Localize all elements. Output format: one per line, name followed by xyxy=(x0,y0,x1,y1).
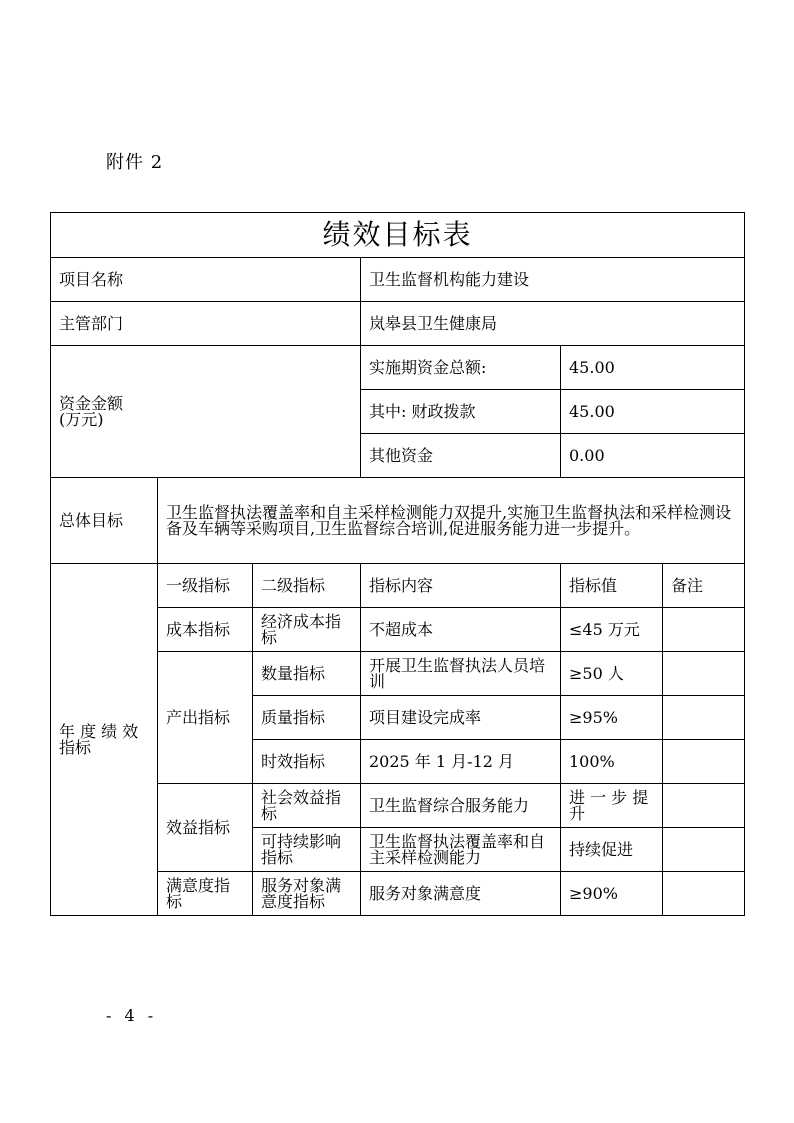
level2-cell: 数量指标 xyxy=(253,652,361,696)
fund-total-label: 实施期资金总额: xyxy=(361,346,561,390)
header-level2: 二级指标 xyxy=(253,564,361,608)
value-cell: ≥95% xyxy=(561,696,663,740)
header-content: 指标内容 xyxy=(361,564,561,608)
note-cell xyxy=(663,608,745,652)
performance-target-table xyxy=(50,212,745,916)
content-cell: 卫生监督综合服务能力 xyxy=(361,784,561,828)
value-cell: 100% xyxy=(561,740,663,784)
level2-cell: 服务对象满意度指标 xyxy=(253,872,361,916)
note-cell xyxy=(663,872,745,916)
fund-total-value: 45.00 xyxy=(561,346,745,390)
level2-cell: 可持续影响指标 xyxy=(253,828,361,872)
department-label: 主管部门 xyxy=(51,302,361,346)
content-cell: 2025 年 1 月-12 月 xyxy=(361,740,561,784)
fund-fiscal-label: 其中: 财政拨款 xyxy=(361,390,561,434)
note-cell xyxy=(663,652,745,696)
level1-benefit: 效益指标 xyxy=(158,784,253,872)
content-cell: 项目建设完成率 xyxy=(361,696,561,740)
content-cell: 卫生监督执法覆盖率和自主采样检测能力 xyxy=(361,828,561,872)
header-value: 指标值 xyxy=(561,564,663,608)
value-cell: 持续促进 xyxy=(561,828,663,872)
level1-satisfaction: 满意度指标 xyxy=(158,872,253,916)
level2-cell: 经济成本指标 xyxy=(253,608,361,652)
content-cell: 不超成本 xyxy=(361,608,561,652)
note-cell xyxy=(663,784,745,828)
fund-other-value: 0.00 xyxy=(561,434,745,478)
level2-cell: 社会效益指标 xyxy=(253,784,361,828)
overall-goal-label: 总体目标 xyxy=(51,478,158,564)
note-cell xyxy=(663,696,745,740)
attachment-label: 附件 2 xyxy=(106,152,164,173)
level2-cell: 时效指标 xyxy=(253,740,361,784)
annual-indicators-label: 年 度 绩 效 指标 xyxy=(51,564,158,916)
project-name-value: 卫生监督机构能力建设 xyxy=(361,258,745,302)
fund-other-label: 其他资金 xyxy=(361,434,561,478)
note-cell xyxy=(663,828,745,872)
note-cell xyxy=(663,740,745,784)
level1-cost: 成本指标 xyxy=(158,608,253,652)
table-title: 绩效目标表 xyxy=(51,213,745,258)
department-value: 岚皋县卫生健康局 xyxy=(361,302,745,346)
value-cell: ≥90% xyxy=(561,872,663,916)
project-name-label: 项目名称 xyxy=(51,258,361,302)
value-cell: 进 一 步 提升 xyxy=(561,784,663,828)
content-cell: 服务对象满意度 xyxy=(361,872,561,916)
value-cell: ≥50 人 xyxy=(561,652,663,696)
header-note: 备注 xyxy=(663,564,745,608)
fund-fiscal-value: 45.00 xyxy=(561,390,745,434)
header-level1: 一级指标 xyxy=(158,564,253,608)
page-number: - 4 - xyxy=(106,1006,158,1025)
content-cell: 开展卫生监督执法人员培训 xyxy=(361,652,561,696)
value-cell: ≤45 万元 xyxy=(561,608,663,652)
level1-output: 产出指标 xyxy=(158,652,253,784)
overall-goal-text: 卫生监督执法覆盖率和自主采样检测能力双提升,实施卫生监督执法和采样检测设备及车辆等采购项目,卫生监督综合培训,促进服务能力进一步提升。 xyxy=(158,478,745,564)
level2-cell: 质量指标 xyxy=(253,696,361,740)
funds-label: 资金金额 (万元) xyxy=(51,346,361,478)
